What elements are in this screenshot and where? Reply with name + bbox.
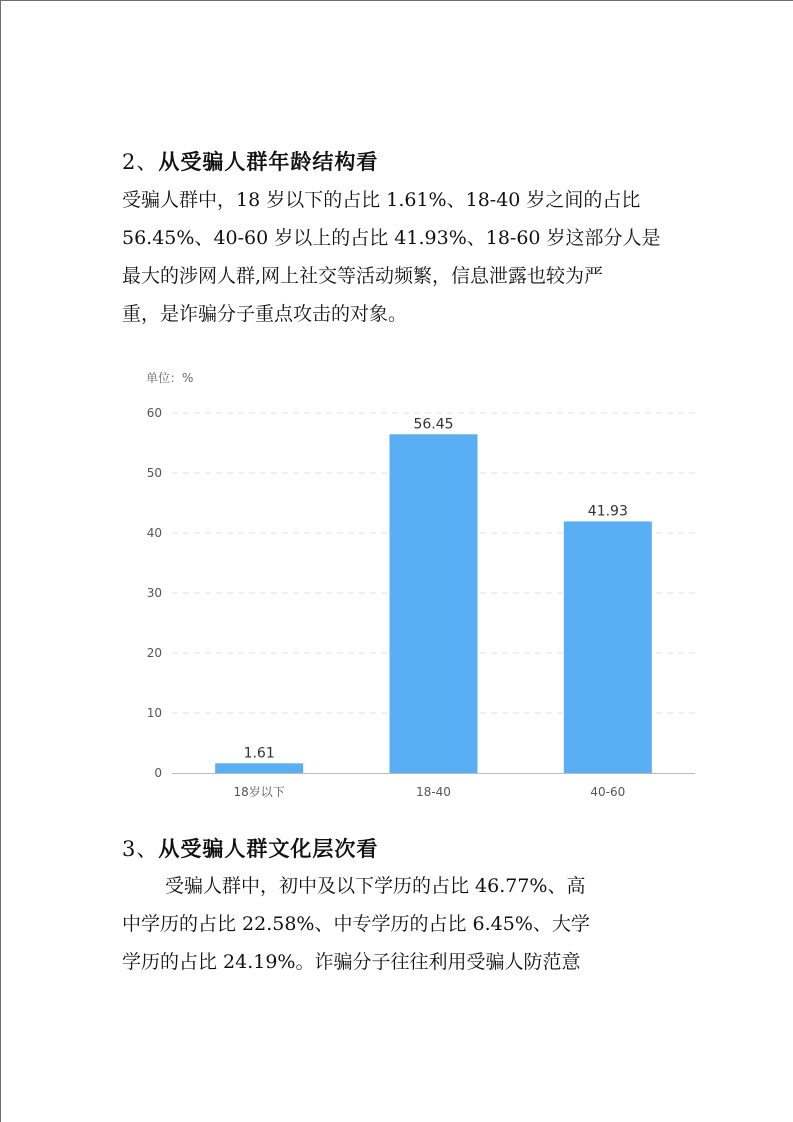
bar-data-label: 41.93: [587, 503, 628, 520]
chart-unit-label: 单位：%: [146, 371, 194, 385]
y-tick-label: 20: [146, 646, 162, 660]
y-tick-label: 50: [146, 466, 162, 480]
section-2-paragraph: [122, 181, 682, 333]
section-3-heading: [122, 833, 378, 863]
y-tick-label: 30: [146, 586, 162, 600]
y-tick-label: 10: [146, 706, 162, 720]
bar-40-60: [564, 521, 652, 773]
paragraph-line: 受骗人群中，18 岁以下的占比 1.61%、18-40 岁之间的占比: [122, 189, 641, 211]
y-tick-label: 40: [146, 526, 162, 540]
bar-data-label: 1.61: [243, 745, 275, 762]
x-tick-label: 18-40: [416, 785, 451, 799]
y-tick-label: 0: [154, 766, 162, 780]
page-border-top: [0, 0, 793, 1]
section-3-paragraph: [122, 867, 682, 981]
x-tick-label: 18岁以下: [233, 785, 285, 799]
paragraph-line: 中学历的占比 22.58%、中专学历的占比 6.45%、大学: [122, 913, 590, 935]
bar-18-40: [390, 434, 478, 773]
x-tick-label: 40-60: [590, 785, 626, 799]
section-2-heading: [122, 146, 378, 176]
paragraph-line: 受骗人群中，初中及以下学历的占比 46.77%、高: [165, 875, 586, 897]
page-border-left: [0, 0, 1, 1122]
section-3-number: 3、: [122, 837, 159, 861]
paragraph-line: 学历的占比 24.19%。诈骗分子往往利用受骗人防范意: [122, 951, 581, 973]
bar-18岁以下: [215, 763, 303, 773]
bar-data-label: 56.45: [413, 416, 454, 433]
section-2-number: 2、: [122, 150, 159, 174]
y-tick-label: 60: [146, 406, 162, 420]
age-bar-chart: [120, 360, 710, 810]
paragraph-line: 重，是诈骗分子重点攻击的对象。: [122, 303, 408, 325]
paragraph-line: 最大的涉网人群,网上社交等活动频繁，信息泄露也较为严: [122, 265, 604, 287]
paragraph-line: 56.45%、40-60 岁以上的占比 41.93%、18-60 岁这部分人是: [122, 227, 661, 249]
section-3-title: 从受骗人群文化层次看: [158, 836, 379, 861]
section-2-title: 从受骗人群年龄结构看: [158, 149, 379, 174]
